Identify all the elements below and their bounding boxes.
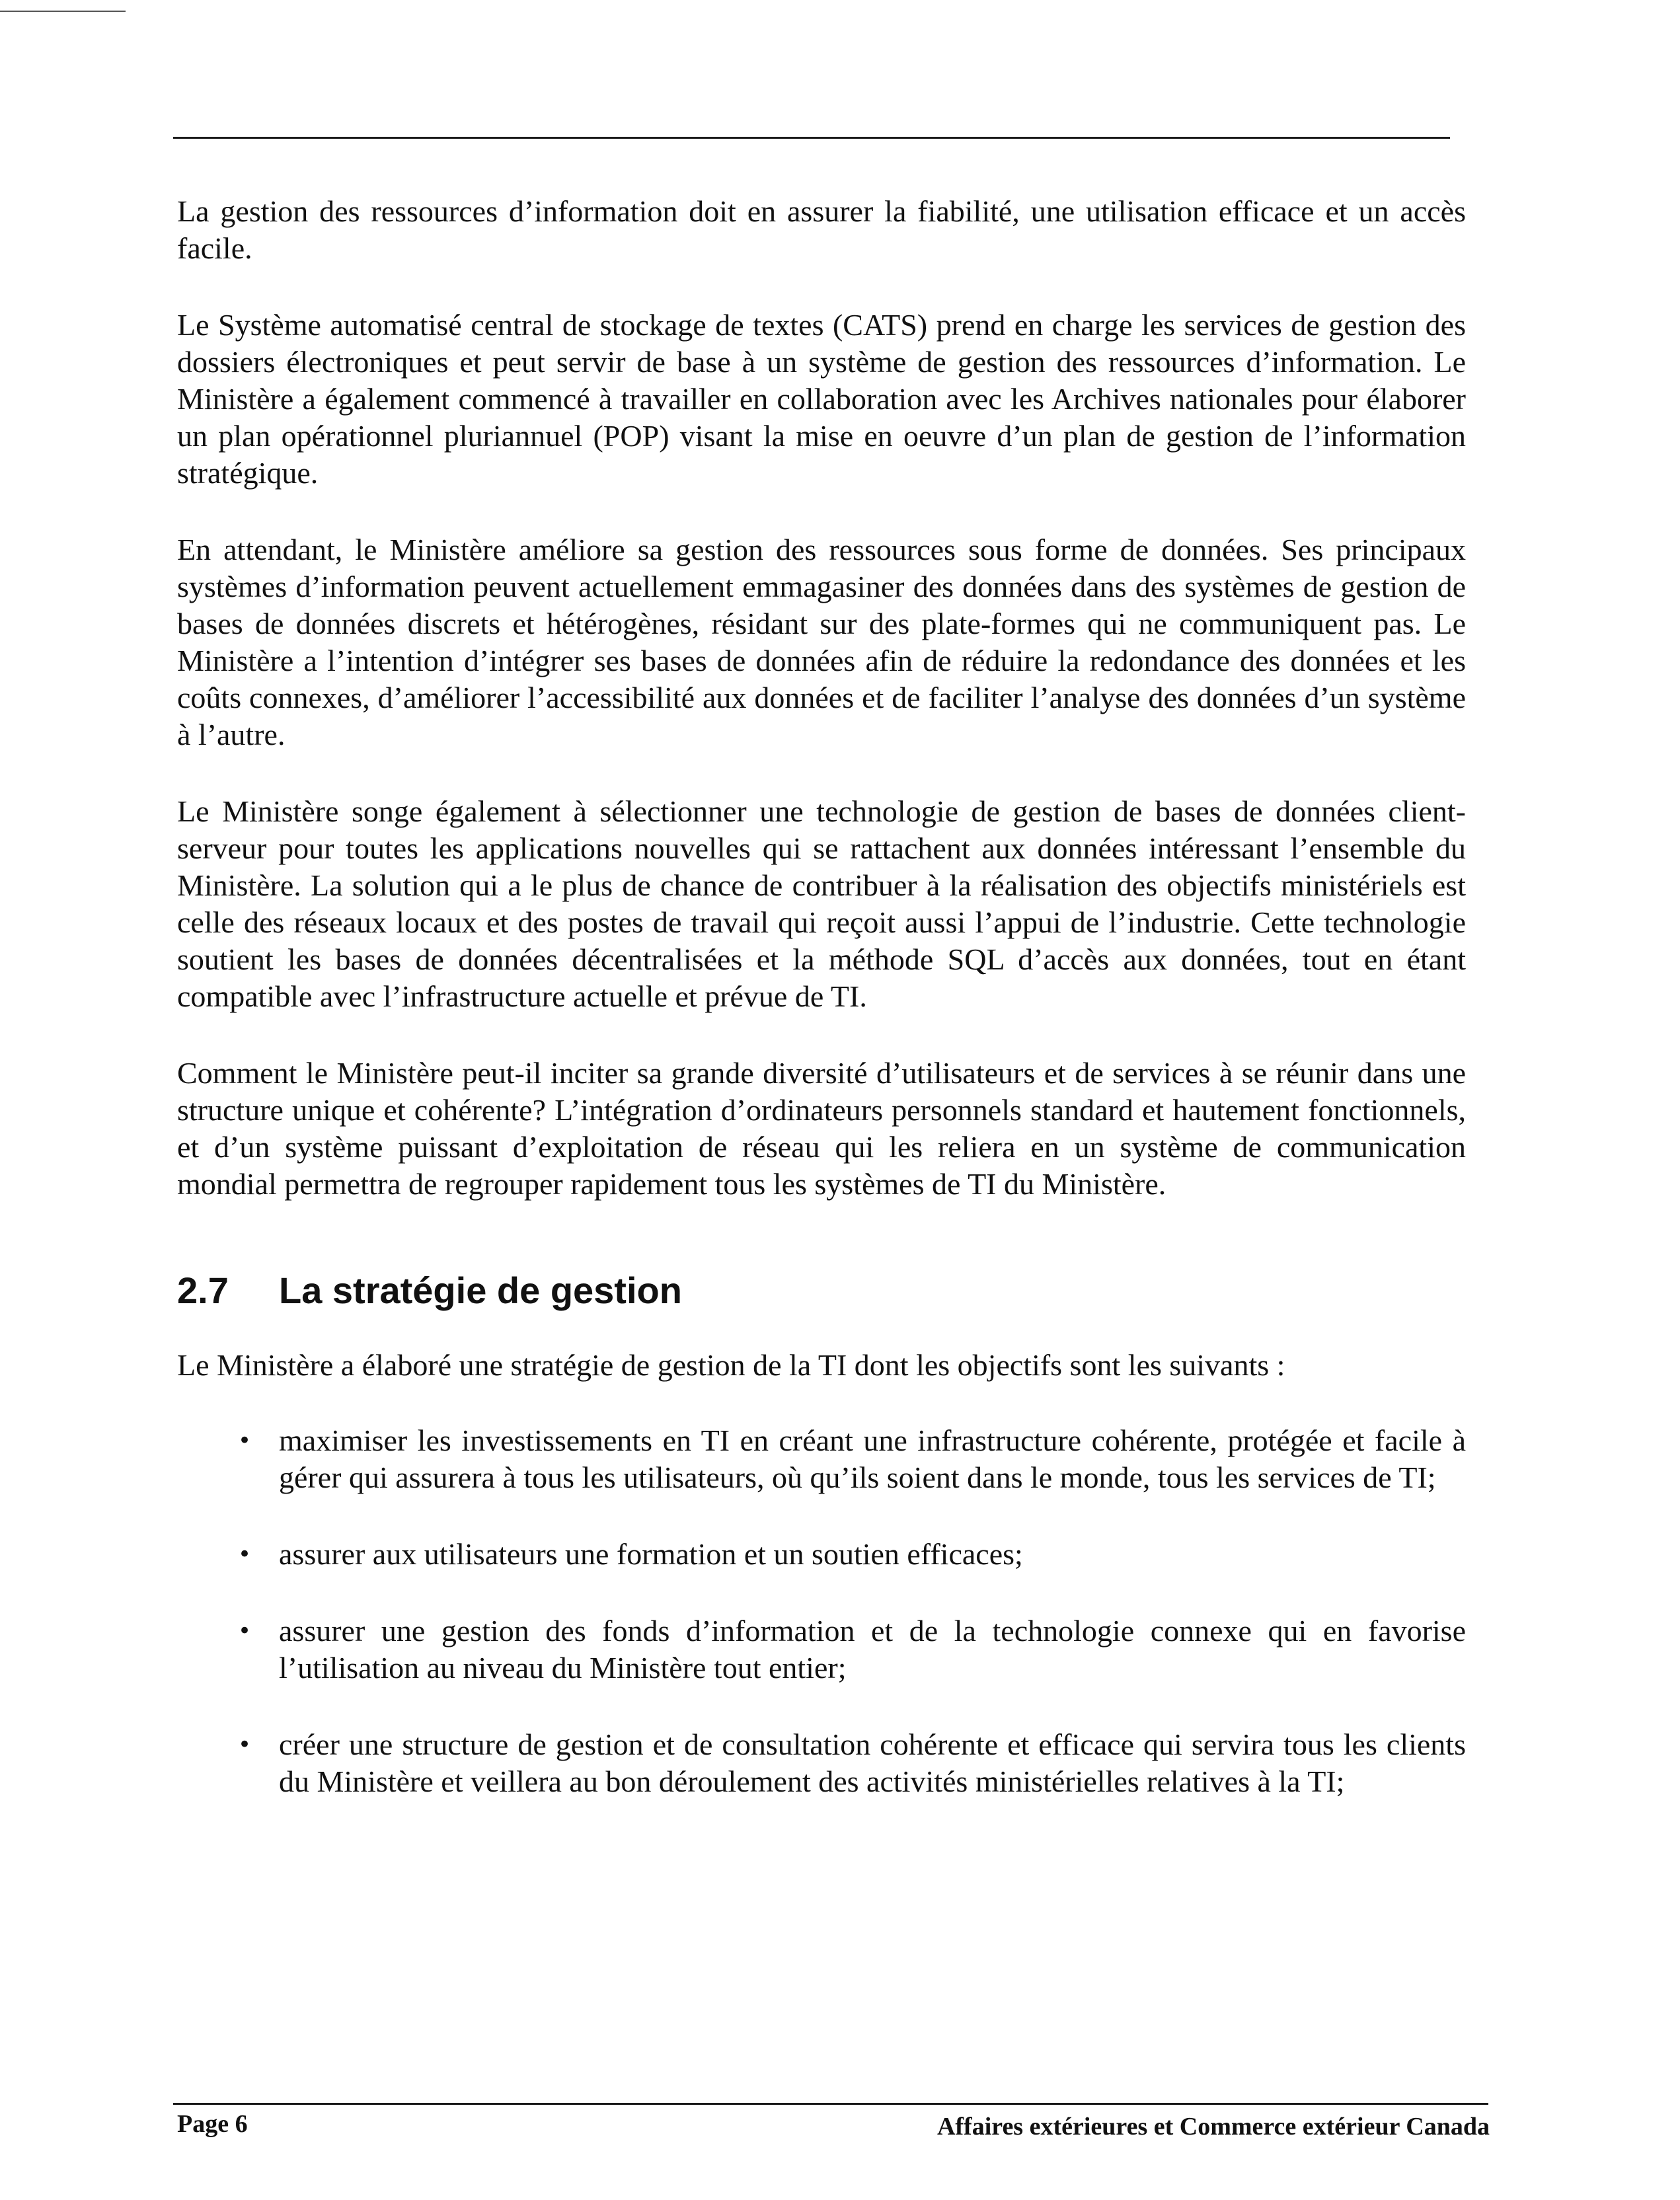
page-content bbox=[177, 193, 1466, 1840]
section-title: La stratégie de gestion bbox=[279, 1270, 682, 1311]
list-item-text: assurer aux utilisateurs une formation et un soutien efficaces; bbox=[279, 1537, 1023, 1571]
list-item bbox=[177, 1422, 1466, 1496]
footer-organization: Affaires extérieures et Commerce extérieur Canada bbox=[936, 2113, 1490, 2141]
section-number: 2.7 bbox=[177, 1270, 229, 1311]
page-number: Page 6 bbox=[177, 2110, 248, 2138]
list-item bbox=[177, 1726, 1466, 1800]
section-intro: Le Ministère a élaboré une stratégie de gestion de la TI dont les objectifs sont les suivants : bbox=[177, 1348, 1285, 1382]
paragraph-resource-management: La gestion des ressources d’information doit en assurer la fiabilité, une utilisation efficace et un accès facile. bbox=[177, 194, 1466, 265]
list-item bbox=[177, 1612, 1466, 1687]
objectives-list bbox=[177, 1422, 1466, 1800]
bullet-icon: • bbox=[238, 1541, 252, 1568]
paragraph-integration: Comment le Ministère peut-il inciter sa grande diversité d’utilisateurs et de services à se réunir dans une structure unique et cohérente? L’intégration d’ordinateurs personnels standard et hautement fonctionnels, et d’un système puissant d’exploitation de réseau qui les reliera en un système de communication mondial permettra de regrouper rapidement tous les systèmes de TI du Ministère. bbox=[177, 1056, 1466, 1201]
header-rule bbox=[173, 137, 1450, 139]
list-item-text: créer une structure de gestion et de consultation cohérente et efficace qui servira tous les clients du Ministère et veillera au bon déroulement des activités ministérielles relatives à la TI; bbox=[279, 1727, 1466, 1798]
paragraph-cats-system: Le Système automatisé central de stockage de textes (CATS) prend en charge les services de gestion des dossiers électroniques et peut servir de base à un système de gestion des ressources d’information. Le Ministère a également commencé à travailler en collaboration avec les Archives nationales pour élaborer un plan opérationnel pluriannuel (POP) visant la mise en oeuvre d’un plan de gestion de l’information stratégique. bbox=[177, 308, 1466, 490]
scan-edge-mark bbox=[0, 11, 126, 12]
bullet-icon: • bbox=[238, 1618, 252, 1644]
bullet-icon: • bbox=[238, 1427, 252, 1454]
list-item bbox=[177, 1536, 1466, 1573]
bullet-icon: • bbox=[238, 1731, 252, 1758]
paragraph-data-management: En attendant, le Ministère améliore sa gestion des ressources sous forme de données. Ses principaux systèmes d’information peuvent actuellement emmagasiner des données dans des systèmes de gestion de bases de données discrets et hétérogènes, résidant sur des plate-formes qui ne communiquent pas. Le Ministère a l’intention d’intégrer ses bases de données afin de réduire la redondance des données et les coûts connexes, d’améliorer l’accessibilité aux données et de faciliter l’analyse des données d’un système à l’autre. bbox=[177, 533, 1466, 751]
list-item-text: assurer une gestion des fonds d’information et de la technologie connexe qui en favorise l’utilisation au niveau du Ministère tout entier; bbox=[279, 1614, 1466, 1685]
section-heading bbox=[177, 1269, 1466, 1312]
paragraph-client-server: Le Ministère songe également à sélectionner une technologie de gestion de bases de données client-serveur pour toutes les applications nouvelles qui se rattachent aux données intéressant l’ensemble du Ministère. La solution qui a le plus de chance de contribuer à la réalisation des objectifs ministériels est celle des réseaux locaux et des postes de travail qui reçoit aussi l’appui de l’industrie. Cette technologie soutient les bases de données décentralisées et la méthode SQL d’accès aux données, tout en étant compatible avec l’infrastructure actuelle et prévue de TI. bbox=[177, 794, 1466, 1013]
footer-rule bbox=[173, 2103, 1488, 2105]
list-item-text: maximiser les investissements en TI en créant une infrastructure cohérente, protégée et facile à gérer qui assurera à tous les utilisateurs, où qu’ils soient dans le monde, tous les services de TI; bbox=[279, 1423, 1466, 1494]
